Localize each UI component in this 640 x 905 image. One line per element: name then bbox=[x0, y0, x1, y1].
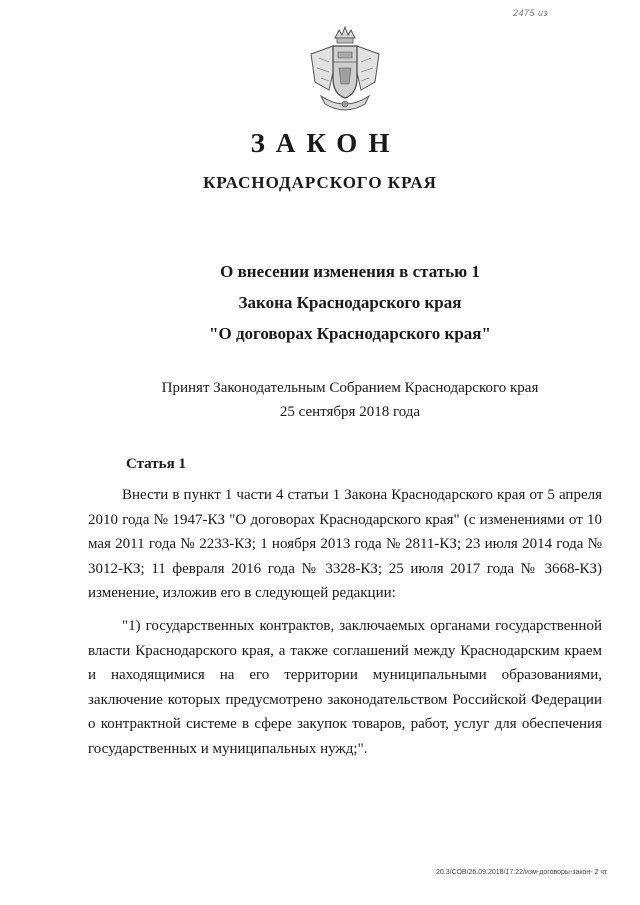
krasnodar-krai-coat-of-arms-icon bbox=[305, 24, 385, 116]
handwritten-note: 2475 из bbox=[513, 8, 549, 18]
document-subtitle: КРАСНОДАРСКОГО КРАЯ bbox=[203, 173, 437, 192]
adopted-by: Принят Законодательным Собранием Краснодарского края bbox=[161, 380, 539, 396]
footer-file-reference: 20.3/СОВ/26.09.2018/17:22/изм-договоры-закон- 2 чт bbox=[436, 869, 608, 876]
adoption-date: 25 сентября 2018 года bbox=[279, 404, 421, 420]
article-title: Статья 1 bbox=[126, 456, 186, 472]
law-name-line-1: О внесении изменения в статью 1 bbox=[220, 262, 480, 281]
document-title: ЗАКОН bbox=[250, 128, 401, 158]
law-name-line-2: Закона Краснодарского края bbox=[238, 293, 462, 312]
law-name-line-3: "О договорах Краснодарского края" bbox=[209, 324, 491, 343]
law-name bbox=[0, 256, 640, 349]
adoption-info bbox=[0, 376, 640, 424]
paragraph-text: "1) государственных контрактов, заключаемых органами государственной власти Краснодарского края, а также соглашений между Краснодарским краем и находящимися на его территории муниципальными образованиями, заключение которых предусмотрено законодательством Российской Федерации о контрактной системе в сфере закупок товаров, работ, услуг для обеспечения государственных и муниципальных нужд;". bbox=[88, 618, 602, 757]
paragraph-text: Внести в пункт 1 части 4 статьи 1 Закона Краснодарского края от 5 апреля 2010 года № 1947-КЗ "О договорах Краснодарского края" (с изменениями от 10 мая 2011 года № 2233-КЗ; 1 ноября 2013 года № 2811-КЗ; 23 июля 2014 года № 3012-КЗ; 11 февраля 2016 года № 3328-КЗ; 25 июля 2017 года № 3668-КЗ) изменение, изложив его в следующей редакции: bbox=[88, 487, 602, 601]
article-paragraph-2 bbox=[88, 614, 602, 761]
article-paragraph-1 bbox=[88, 483, 602, 606]
